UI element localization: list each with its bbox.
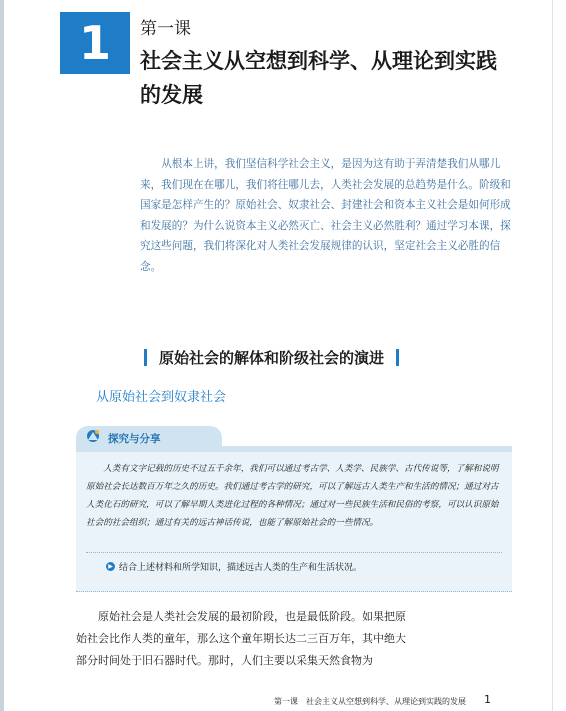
explore-icon	[84, 428, 102, 448]
heading-bar-right	[396, 349, 399, 366]
explore-and-share-box	[76, 426, 512, 592]
explore-body	[76, 452, 512, 592]
page-number: 1	[484, 693, 491, 706]
body-paragraph: 原始社会是人类社会发展的最初阶段，也是最低阶段。如果把原始社会比作人类的童年，那么这个童年期长达二三百万年，其中绝大部分时间处于旧石器时代。那时，人们主要以采集天然食物为	[76, 610, 406, 667]
section-heading-text: 原始社会的解体和阶级社会的演进	[159, 348, 385, 367]
running-footer: 第一课 社会主义从空想到科学、从理论到实践的发展	[274, 697, 466, 706]
subsection-heading: 从原始社会到奴隶社会	[96, 390, 227, 405]
explore-task-text: 结合上述材料和所学知识，描述远古人类的生产和生活状况。	[119, 563, 363, 573]
vertical-scrollbar[interactable]	[552, 0, 566, 711]
intro-paragraph: 从根本上讲，我们坚信科学社会主义，是因为这有助于弄清楚我们从哪儿来，我们现在在哪儿，我们将往哪儿去，人类社会发展的总趋势是什么。阶级和国家是怎样产生的？原始社会、奴隶社会、封建社会和资本主义社会是如何形成和发展的？为什么说资本主义必然灭亡、社会主义必然胜利？通过学习本课，探究这些问题，我们将深化对人类社会发展规律的认识，坚定社会主义必胜的信念。	[140, 158, 511, 273]
section-heading	[144, 346, 444, 368]
document-page	[4, 0, 552, 711]
heading-bar-left	[144, 349, 147, 366]
lesson-title: 社会主义从空想到科学、从理论到实践的发展	[140, 49, 497, 107]
chapter-number-badge: 1	[60, 12, 130, 74]
lesson-label: 第一课	[140, 19, 191, 39]
task-arrow-icon: ▶	[106, 562, 115, 571]
explore-tab-label: 探究与分享	[108, 432, 161, 445]
explore-text: 人类有文字记载的历史不过五千余年，我们可以通过考古学、人类学、民族学、古代传说等，了解和说明原始社会长达数百万年之久的历史。我们通过考古学的研究，可以了解远古人类生产和生活的情况；通过对古人类化石的研究，可以了解早期人类进化过程的各种情况；通过对一些民族生活和民俗的考察，可以认识原始社会的社会组织；通过有关的远古神话传说，也能了解原始社会的一些情况。	[86, 464, 499, 528]
explore-tab	[76, 426, 222, 450]
explore-divider	[86, 552, 502, 553]
explore-task	[106, 560, 362, 573]
